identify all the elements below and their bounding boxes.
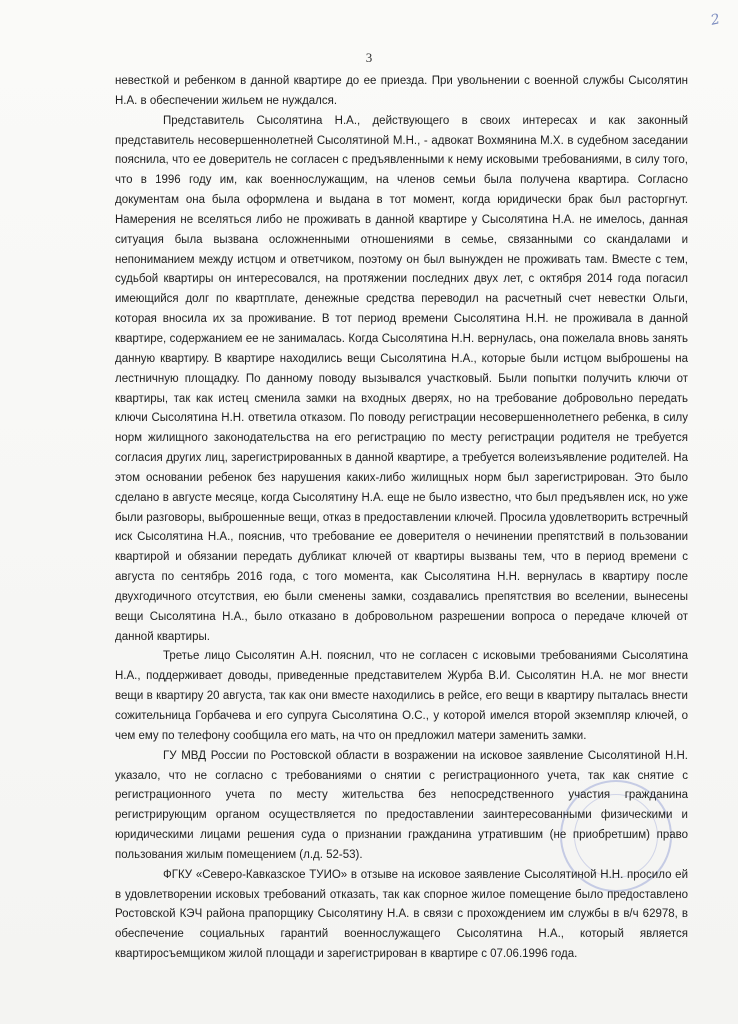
paragraph: ГУ МВД России по Ростовской области в возражении на исковое заявление Сысолятиной Н.Н. указало, что не согласно с требованиями о снятии с регистрационного учета, так как снятие с регистрационного учета по месту жительства без непосредственного участия гражданина регистрирующим органом осуществляется по предоставлении заинтересованными физическими и юридическими лицами решения суда о признании гражданина утратившим (не приобретшим) право пользования жилым помещением (л.д. 52-53). [115, 749, 688, 861]
paragraph: невесткой и ребенком в данной квартире до ее приезда. При увольнении с военной службы Сысолятин Н.А. в обеспечении жильем не нуждался. [115, 75, 688, 107]
page-number: 3 [365, 50, 373, 65]
paragraph: Представитель Сысолятина Н.А., действующего в своих интересах и как законный представитель несовершеннолетней Сысолятиной М.Н., - адвокат Вохмянина М.Х. в судебном заседании пояснила, что ее доверитель не согласен с предъявленными к нему исковыми требованиями, в силу того, что в 1996 году им, как военнослужащим, на членов семьи была получена квартира. Согласно документам она была оформлена и выдана в тот момент, когда юридически брак был расторгнут. Намерения не вселяться либо не проживать в данной квартире у Сысолятина Н.А. не имелось, данная ситуация была вызвана осложненными отношениями в семье, связанными со скандалами и непониманием между истцом и ответчиком, поэтому он был вынужден не проживать там. Вместе с тем, судьбой квартиры он интересовался, на протяжении последних двух лет, с октября 2014 года погасил имеющийся долг по квартплате, денежные средства переводил на расчетный счет невестки Ольги, которая вносила их за проживание. В тот период времени Сысолятина Н.Н. не проживала в данной квартире, содержанием ее не занималась. Когда Сысолятина Н.Н. вернулась, она пожелала вновь занять данную квартиру. В квартире находились вещи Сысолятина Н.А., которые были истцом выброшены на лестничную площадку. По данному поводу вызывался участковый. Были попытки получить ключи от квартиры, так как истец сменила замки на входных дверях, но на требование добровольно передать ключи Сысолятина Н.Н. ответила отказом. По поводу регистрации несовершеннолетнего ребенка, в силу норм жилищного законодательства на его регистрацию по месту регистрации родителя не требуется согласия других лиц, зарегистрированных в данной квартире, а требуется волеизъявление родителей. На этом основании ребенок без нарушения каких-либо жилищных норм был зарегистрирован. Это было сделано в августе месяце, когда Сысолятину Н.А. еще не было известно, что был предъявлен иск, но уже были разговоры, выброшенные вещи, отказ в предоставлении ключей. Просила удовлетворить встречный иск Сысолятина Н.А., пояснив, что требование ее доверителя о нечинении препятствий в пользовании квартирой и обязании передать дубликат ключей от квартиры вызваны тем, что в период времени с августа по сентябрь 2016 года, с того момента, как Сысолятина Н.Н. вернулась в квартиру после двухгодичного отсутствия, ею были сменены замки, создавались препятствия во вселении, вынесены вещи Сысолятина Н.А., было отказано в добровольном разрешении вопроса о передаче ключей от данной квартиры. [115, 114, 688, 643]
pencil-page-mark: 2 [709, 11, 722, 29]
paragraph: Третье лицо Сысолятин А.Н. пояснил, что не согласен с исковыми требованиями Сысолятина Н.А., поддерживает доводы, приведенные представителем Журба В.И. Сысолятин Н.А. не мог внести вещи в квартиру 20 августа, так как они вместе находились в рейсе, его вещи в квартиру пыталась внести сожительница Горбачева и его супруга Сысолятина О.С., у которой имелся второй экземпляр ключей, о чем ему по телефону сообщила его мать, на что он предложил матери заменить замки. [115, 650, 688, 742]
paragraph: ФГКУ «Северо-Кавказское ТУИО» в отзыве на исковое заявление Сысолятиной Н.Н. просило ей в удовлетворении исковых требований отказать, так как спорное жилое помещение было предоставлено Ростовской КЭЧ района прапорщику Сысолятину Н.А. в связи с прохождением им службы в в/ч 62978, в обеспечение социальных гарантий военнослужащего Сысолятина Н.А., который является квартиросъемщиком жилой площади и зарегистрирован в квартире с 07.06.1996 года. [115, 868, 688, 961]
document-body [115, 72, 688, 965]
